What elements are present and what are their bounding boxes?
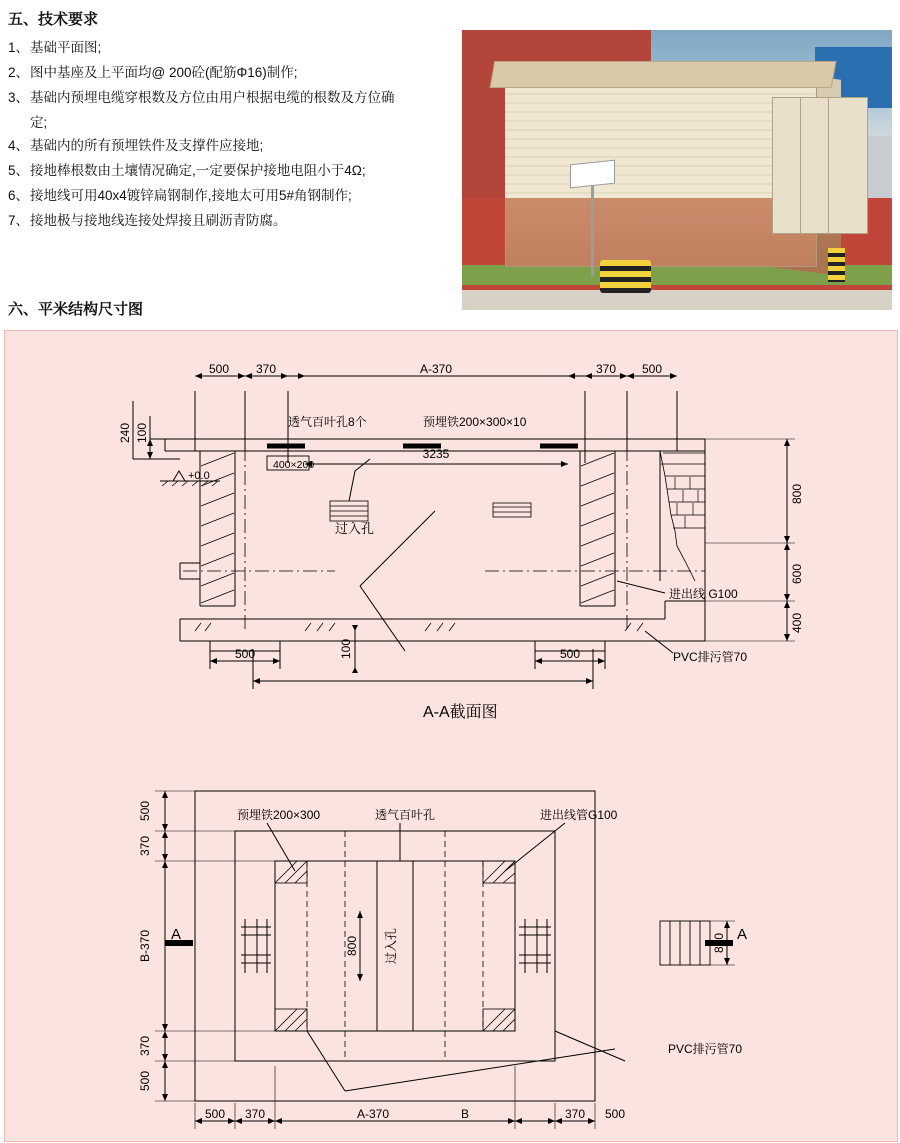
pvc-pipe-label: PVC排污管70: [673, 650, 748, 664]
dim-label: 800: [712, 932, 726, 954]
list-item-number: 1、: [8, 40, 30, 55]
list-item-number: 2、: [8, 65, 30, 80]
list-item: [8, 36, 448, 59]
dim-label: 370: [138, 1035, 152, 1057]
technical-drawing-panel: [4, 330, 898, 1142]
dim-label: 370: [564, 1107, 586, 1121]
dim-label: B-370: [138, 929, 152, 963]
drawing-svg: [5, 331, 897, 1141]
dim-label: 500: [604, 1107, 626, 1121]
dim-label: 370: [244, 1107, 266, 1121]
dim-label: 100: [339, 638, 353, 660]
dim-label: 500: [208, 362, 230, 376]
list-item-text: 接地线可用40x4镀锌扁钢制作,接地太可用5#角钢制作;: [30, 188, 352, 203]
list-item-text: 基础内的所有预埋铁件及支撑件应接地;: [30, 138, 264, 153]
embedded-plate-label: 预埋铁200×300: [237, 808, 321, 822]
section-marker-a-left: A: [170, 926, 181, 943]
dim-label: 600: [790, 563, 804, 585]
list-item-text: 接地棒根数由土壤情况确定,一定要保护接地电阻小于4Ω;: [30, 163, 366, 178]
dim-label: 370: [138, 835, 152, 857]
list-item-number: 4、: [8, 138, 30, 153]
dim-label: B: [460, 1107, 470, 1121]
dim-label: 100: [135, 422, 149, 444]
list-item-continuation: 定;: [30, 115, 48, 130]
list-item-text: 图中基座及上平面均@ 200砼(配筋Φ16)制作;: [30, 65, 298, 80]
list-item-number: 5、: [8, 163, 30, 178]
dim-label: 500: [204, 1107, 226, 1121]
photo-warning-bollard: [828, 248, 845, 282]
list-item-number: 6、: [8, 188, 30, 203]
list-item-text: 接地极与接地线连接处焊接且刷沥青防腐。: [30, 213, 287, 228]
inout-line-label: 进出线 G100: [669, 587, 738, 601]
photo-cabinet-door: [828, 97, 869, 233]
list-item: [8, 61, 448, 84]
list-item-text: 基础平面图;: [30, 40, 102, 55]
substation-photo: [462, 30, 892, 310]
dim-label: 3235: [422, 447, 450, 461]
tech-requirements-list: [8, 36, 448, 234]
list-item: [8, 134, 448, 157]
section-marker-a-right: A: [737, 926, 748, 943]
dim-label: 370: [255, 362, 277, 376]
dim-label: 500: [138, 1070, 152, 1092]
dim-label: 800: [790, 483, 804, 505]
vent-label: 透气百叶孔8个: [288, 415, 367, 429]
list-item-number: 3、: [8, 90, 30, 105]
passage-label: 过入孔: [384, 927, 398, 965]
dim-label: 500: [138, 800, 152, 822]
inout-conduit-label: 进出线管G100: [540, 808, 618, 822]
dim-label: 500: [559, 647, 581, 661]
photo-cabinet-panels: [505, 86, 815, 198]
dim-label: A-370: [356, 1107, 390, 1121]
dim-label: 400: [790, 612, 804, 634]
dim-label: A-370: [419, 362, 453, 376]
list-item: [8, 86, 448, 134]
dim-label: 500: [641, 362, 663, 376]
section-caption: A-A截面图: [423, 704, 498, 721]
list-item: [8, 209, 448, 232]
list-item: [8, 159, 448, 182]
dim-label: 800: [345, 935, 359, 957]
pvc-pipe-label: PVC排污管70: [668, 1042, 743, 1056]
vent-label: 透气百叶孔: [375, 808, 436, 822]
photo-sign-board: [570, 159, 615, 188]
dim-label: 240: [118, 422, 132, 444]
photo-sign-pole: [591, 184, 594, 276]
passage-label: 过入孔: [335, 521, 375, 536]
list-item-number: 7、: [8, 213, 30, 228]
tech-requirements-title: 五、技术要求: [8, 11, 99, 28]
dim-label: 500: [234, 647, 256, 661]
dim-label: 370: [595, 362, 617, 376]
list-item-text: 基础内预埋电缆穿根数及方位由用户根据电缆的根数及方位确: [30, 90, 395, 105]
plan-section-title: 六、平米结构尺寸图: [8, 301, 144, 318]
embedded-plate-label: 预埋铁200×300×10: [423, 415, 527, 429]
elevation-label: +0.0: [188, 470, 210, 482]
list-item: [8, 184, 448, 207]
opening-label: 400×200: [273, 459, 315, 471]
photo-floor: [462, 290, 892, 310]
photo-warning-bollard: [600, 260, 652, 294]
photo-cabinet-roof: [490, 61, 836, 88]
